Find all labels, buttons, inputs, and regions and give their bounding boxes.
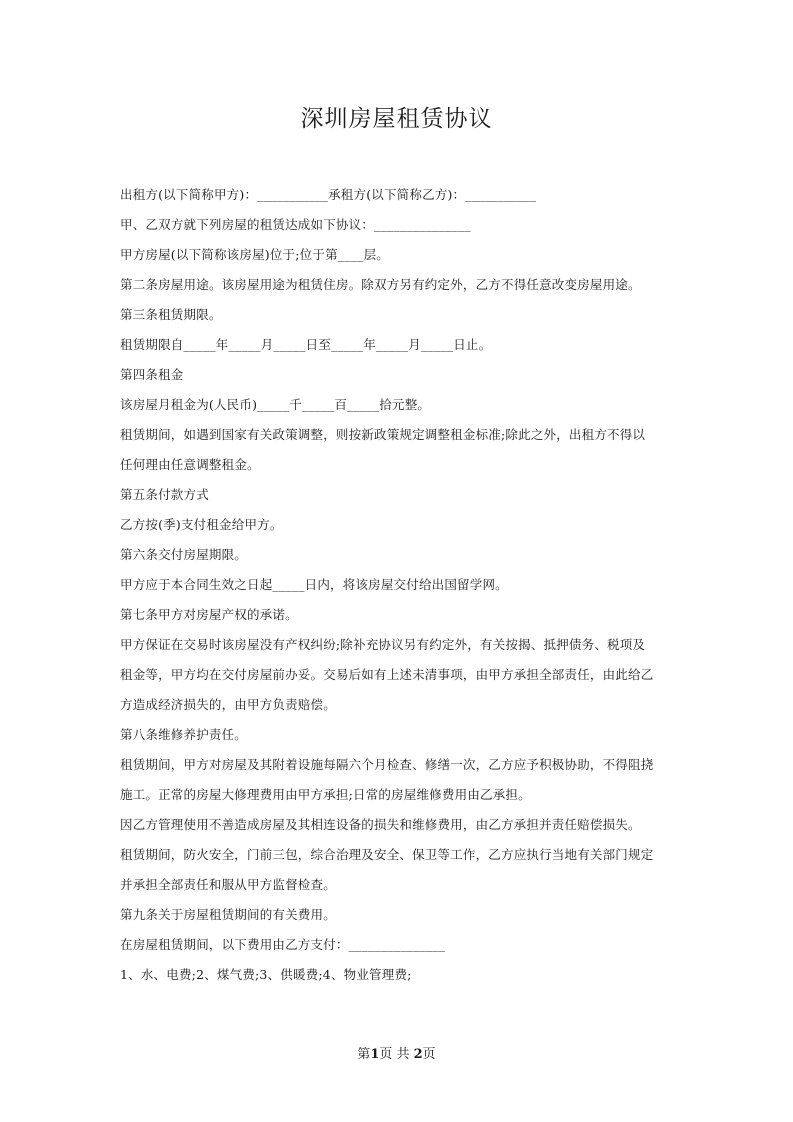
paragraph-line: 租金等，甲方均在交付房屋前办妥。交易后如有上述未清事项，由甲方承担全部责任，由此给乙	[120, 667, 654, 682]
total-page-number: 2	[413, 1047, 423, 1062]
section-heading: 第三条租赁期限。	[120, 307, 222, 322]
current-page-number: 1	[370, 1047, 380, 1062]
paragraph-line: 出租方(以下简称甲方)：___________承租方(以下简称乙方)：___________	[120, 187, 537, 202]
paragraph-line: 甲、乙双方就下列房屋的租赁达成如下协议：_______________	[120, 217, 471, 232]
paragraph-line: 因乙方管理使用不善造成房屋及其相连设备的损失和维修费用，由乙方承担并责任赔偿损失。	[120, 817, 641, 832]
paragraph-line: 并承担全部责任和服从甲方监督检查。	[120, 877, 336, 892]
section-heading: 第五条付款方式	[120, 487, 209, 502]
paragraph-line: 1、水、电费;2、煤气费;3、供暖费;4、物业管理费;	[120, 967, 412, 982]
paragraph-line: 甲方保证在交易时该房屋没有产权纠纷;除补充协议另有约定外，有关按揭、抵押债务、税项及	[120, 637, 646, 652]
document-title: 深圳房屋租赁协议	[300, 106, 493, 132]
paragraph-line: 甲方房屋(以下简称该房屋)位于;位于第____层。	[120, 247, 389, 262]
footer-middle: 页 共	[379, 1047, 414, 1062]
paragraph-line: 租赁期间，防火安全，门前三包，综合治理及安全、保卫等工作，乙方应执行当地有关部门规定	[120, 847, 654, 862]
paragraph-line: 租赁期间，甲方对房屋及其附着设施每隔六个月检查、修缮一次，乙方应予积极协助，不得阻挠	[120, 757, 654, 772]
paragraph-line: 第二条房屋用途。该房屋用途为租赁住房。除双方另有约定外，乙方不得任意改变房屋用途。	[120, 277, 641, 292]
section-heading: 第八条维修养护责任。	[120, 727, 248, 742]
section-heading: 第四条租金	[120, 367, 184, 382]
paragraph-line: 甲方应于本合同生效之日起_____日内，将该房屋交付给出国留学网。	[120, 577, 508, 592]
section-heading: 第九条关于房屋租赁期间的有关费用。	[120, 907, 336, 922]
paragraph-line: 在房屋租赁期间，以下费用由乙方支付：_______________	[120, 937, 446, 952]
paragraph-line: 乙方按(季)支付租金给甲方。	[120, 517, 283, 532]
section-heading: 第七条甲方对房屋产权的承诺。	[120, 607, 298, 622]
footer-suffix: 页	[422, 1047, 436, 1062]
document-body	[120, 180, 680, 990]
paragraph-line: 租赁期限自_____年_____月_____日至_____年_____月_____日止。	[120, 337, 492, 352]
paragraph-line: 任何理由任意调整租金。	[120, 457, 260, 472]
page-footer	[0, 1043, 793, 1062]
paragraph-line: 租赁期间，如遇到国家有关政策调整，则按新政策规定调整租金标准;除此之外，出租方不得以	[120, 427, 646, 442]
section-heading: 第六条交付房屋期限。	[120, 547, 248, 562]
footer-prefix: 第	[357, 1047, 371, 1062]
paragraph-line: 施工。正常的房屋大修理费用由甲方承担;日常的房屋维修费用由乙承担。	[120, 787, 531, 802]
paragraph-line: 方造成经济损失的，由甲方负责赔偿。	[120, 697, 336, 712]
paragraph-line: 该房屋月租金为(人民币)_____千_____百_____拾元整。	[120, 397, 431, 412]
